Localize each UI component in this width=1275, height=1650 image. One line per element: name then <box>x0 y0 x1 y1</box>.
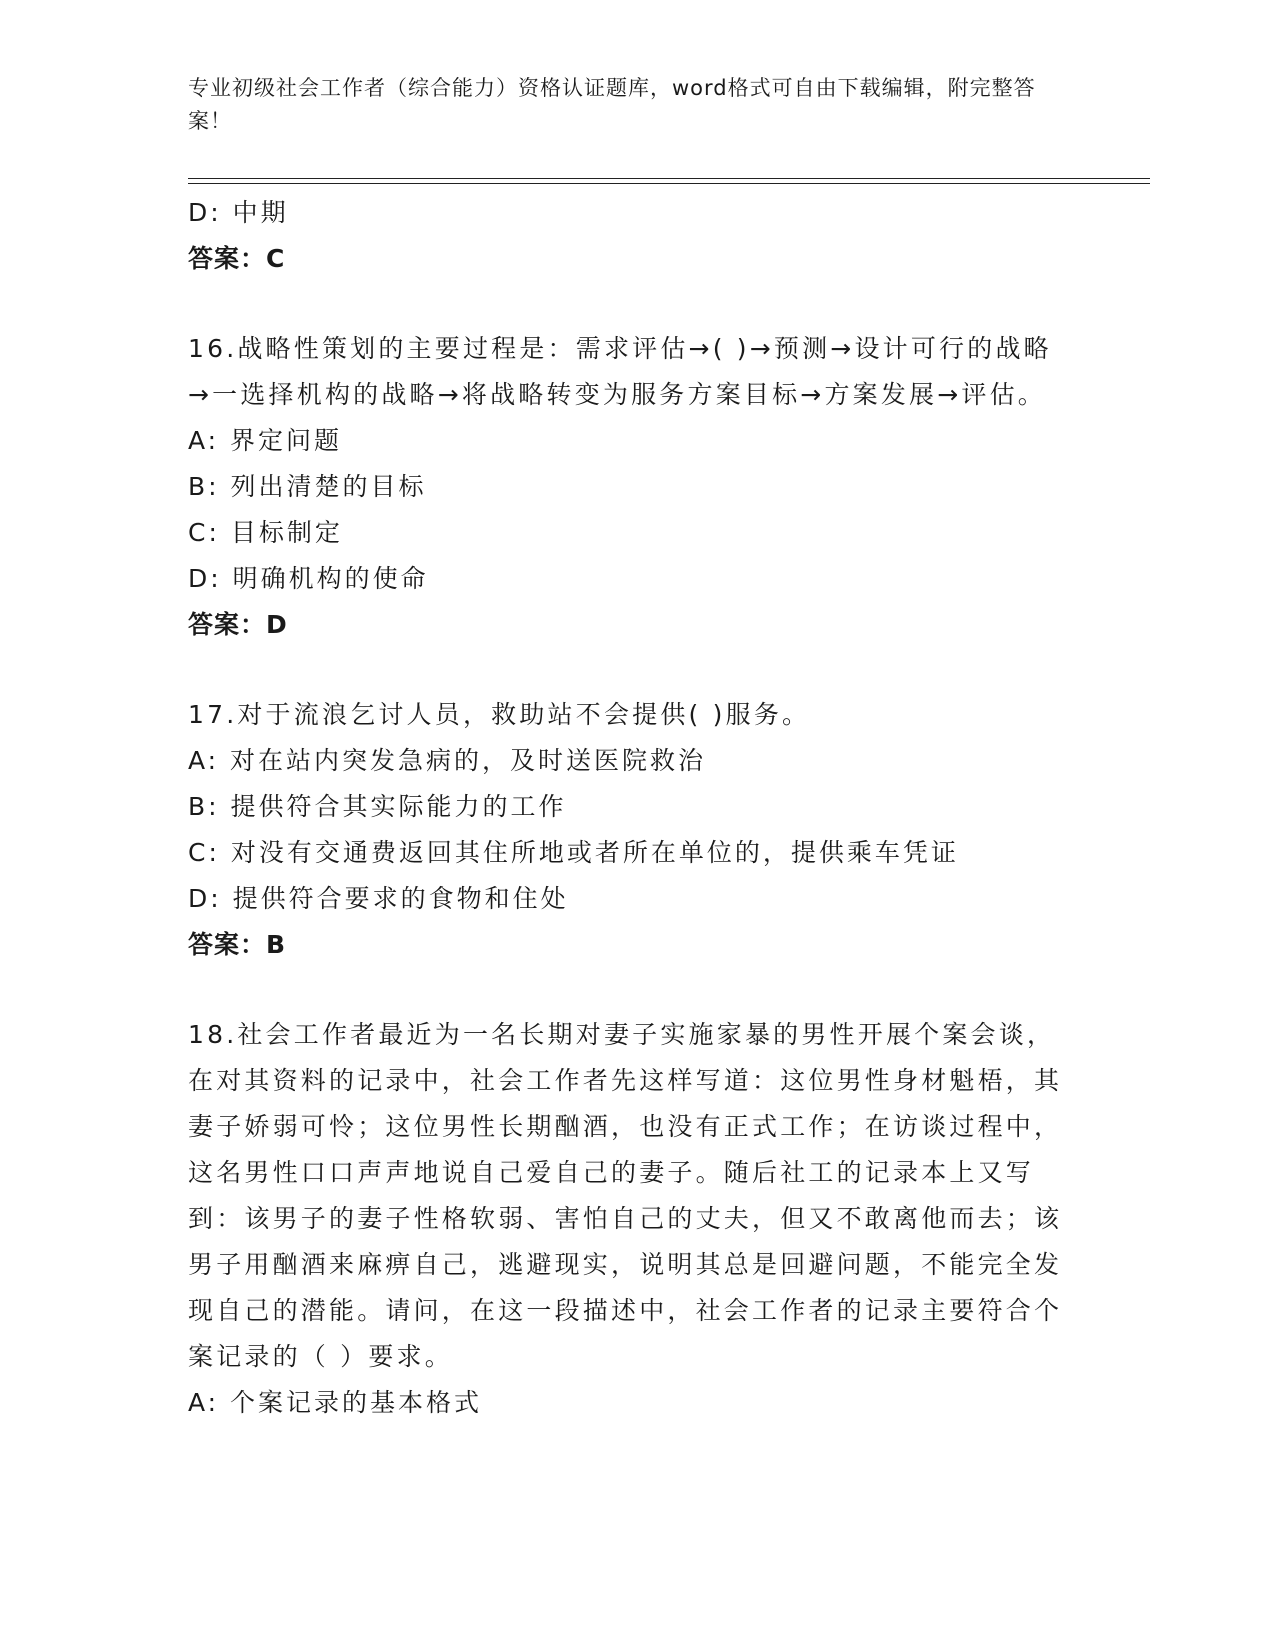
question-stem: 16.战略性策划的主要过程是：需求评估→( )→预测→设计可行的战略→一选择机构的战略→将战略转变为服务方案目标→方案发展→评估。 <box>188 334 1052 409</box>
question-18 <box>188 1012 1068 1426</box>
option-d: D: 提供符合要求的食物和住处 <box>188 884 569 913</box>
option-c: C: 对没有交通费返回其住所地或者所在单位的，提供乘车凭证 <box>188 838 959 867</box>
option-b: B: 提供符合其实际能力的工作 <box>188 792 567 821</box>
option-b: B: 列出清楚的目标 <box>188 472 427 501</box>
question-content <box>188 190 1068 1426</box>
option-c: C: 目标制定 <box>188 518 343 547</box>
option-a: A: 界定问题 <box>188 426 343 455</box>
page-header: 专业初级社会工作者（综合能力）资格认证题库，word格式可自由下载编辑，附完整答案！ <box>188 76 1036 133</box>
option-a: A: 个案记录的基本格式 <box>188 1388 483 1417</box>
answer: 答案：B <box>188 930 287 959</box>
question-stem: 17.对于流浪乞讨人员，救助站不会提供( )服务。 <box>188 700 811 729</box>
header-rule-top <box>188 178 1150 179</box>
answer: 答案：D <box>188 610 288 639</box>
question-16 <box>188 326 1068 648</box>
prev-answer: 答案：C <box>188 244 286 273</box>
question-stem: 18.社会工作者最近为一名长期对妻子实施家暴的男性开展个案会谈，在对其资料的记录中，社会工作者先这样写道：这位男性身材魁梧，其妻子娇弱可怜；这位男性长期酗酒，也没有正式工作；在访谈过程中，这名男性口口声声地说自己爱自己的妻子。随后社工的记录本上又写到：该男子的妻子性格软弱、害怕自己的丈夫，但又不敢离他而去；该男子用酗酒来麻痹自己，逃避现实，说明其总是回避问题，不能完全发现自己的潜能。请问，在这一段描述中，社会工作者的记录主要符合个案记录的（ ）要求。 <box>188 1020 1063 1371</box>
option-a: A: 对在站内突发急病的，及时送医院救治 <box>188 746 707 775</box>
option-d: D: 明确机构的使命 <box>188 564 429 593</box>
header-rule-bottom <box>188 183 1150 184</box>
question-17 <box>188 692 1068 968</box>
prev-option-d: D: 中期 <box>188 198 289 227</box>
